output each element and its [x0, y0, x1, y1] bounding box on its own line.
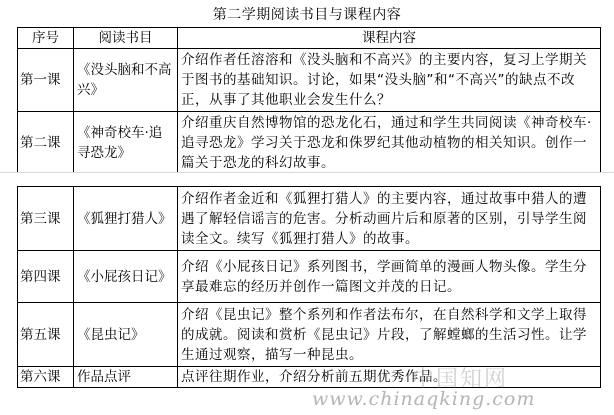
book-title: 《神奇校车·追寻恐龙》: [74, 112, 178, 174]
book-title: 《没头脑和不高兴》: [74, 49, 178, 112]
reading-table-bottom: [17, 186, 601, 388]
course-content: 介绍作者金近和《狐狸打猎人》的主要内容，通过故事中猎人的遭遇了解轻信谣言的危害。分析动画片后和原著的区别，引导学生阅读全文。续写《狐狸打猎人》的故事。: [178, 187, 601, 251]
header-book: 阅读书目: [74, 28, 178, 49]
document-title: 第二学期阅读书目与课程内容: [212, 7, 402, 23]
course-content: 介绍作者任溶溶和《没头脑和不高兴》的主要内容，复习上学期关于图书的基础知识。讨论，如果“没头脑”和“不高兴”的缺点不改正，从事了其他职业会发生什么？: [178, 49, 601, 112]
table-row: [18, 251, 601, 303]
course-content: 介绍《昆虫记》整个系列和作者法布尔，在自然科学和文学上取得的成就。阅读和赏析《昆虫记》片段，了解螳螂的生活习性。让学生通过观察，描写一种昆虫。: [178, 303, 601, 367]
course-content: 介绍重庆自然博物馆的恐龙化石，通过和学生共同阅读《神奇校车·追寻恐龙》学习关于恐龙和侏罗纪其他动植物的相关知识。创作一篇关于恐龙的科幻故事。: [178, 112, 601, 174]
lesson-number: 第一课: [18, 49, 74, 112]
book-title: 作品点评: [74, 367, 178, 388]
table-row: [18, 49, 601, 112]
table-row: [18, 367, 601, 388]
reading-table-top: [17, 27, 601, 174]
course-content: 介绍《小屁孩日记》系列图书，学画简单的漫画人物头像。学生分享最难忘的经历并创作一篇图文并茂的日记。: [178, 251, 601, 303]
table-header-row: [18, 28, 601, 49]
page-break: [0, 172, 614, 185]
watermark-cn: 中国知网: [412, 367, 509, 392]
course-content: 点评往期作业，介绍分析前五期优秀作品。: [178, 367, 601, 388]
table-row: [18, 303, 601, 367]
lesson-number: 第四课: [18, 251, 74, 303]
lesson-number: 第三课: [18, 187, 74, 251]
lesson-number: 第六课: [18, 367, 74, 388]
header-number: 序号: [18, 28, 74, 49]
book-title: 《昆虫记》: [74, 303, 178, 367]
book-title: 《狐狸打猎人》: [74, 187, 178, 251]
lesson-number: 第二课: [18, 112, 74, 174]
book-title: 《小屁孩日记》: [74, 251, 178, 303]
watermark-url: www.chinaqking.com: [312, 388, 536, 410]
table-row: [18, 112, 601, 174]
table-row: [18, 187, 601, 251]
header-content: 课程内容: [178, 28, 601, 49]
lesson-number: 第五课: [18, 303, 74, 367]
